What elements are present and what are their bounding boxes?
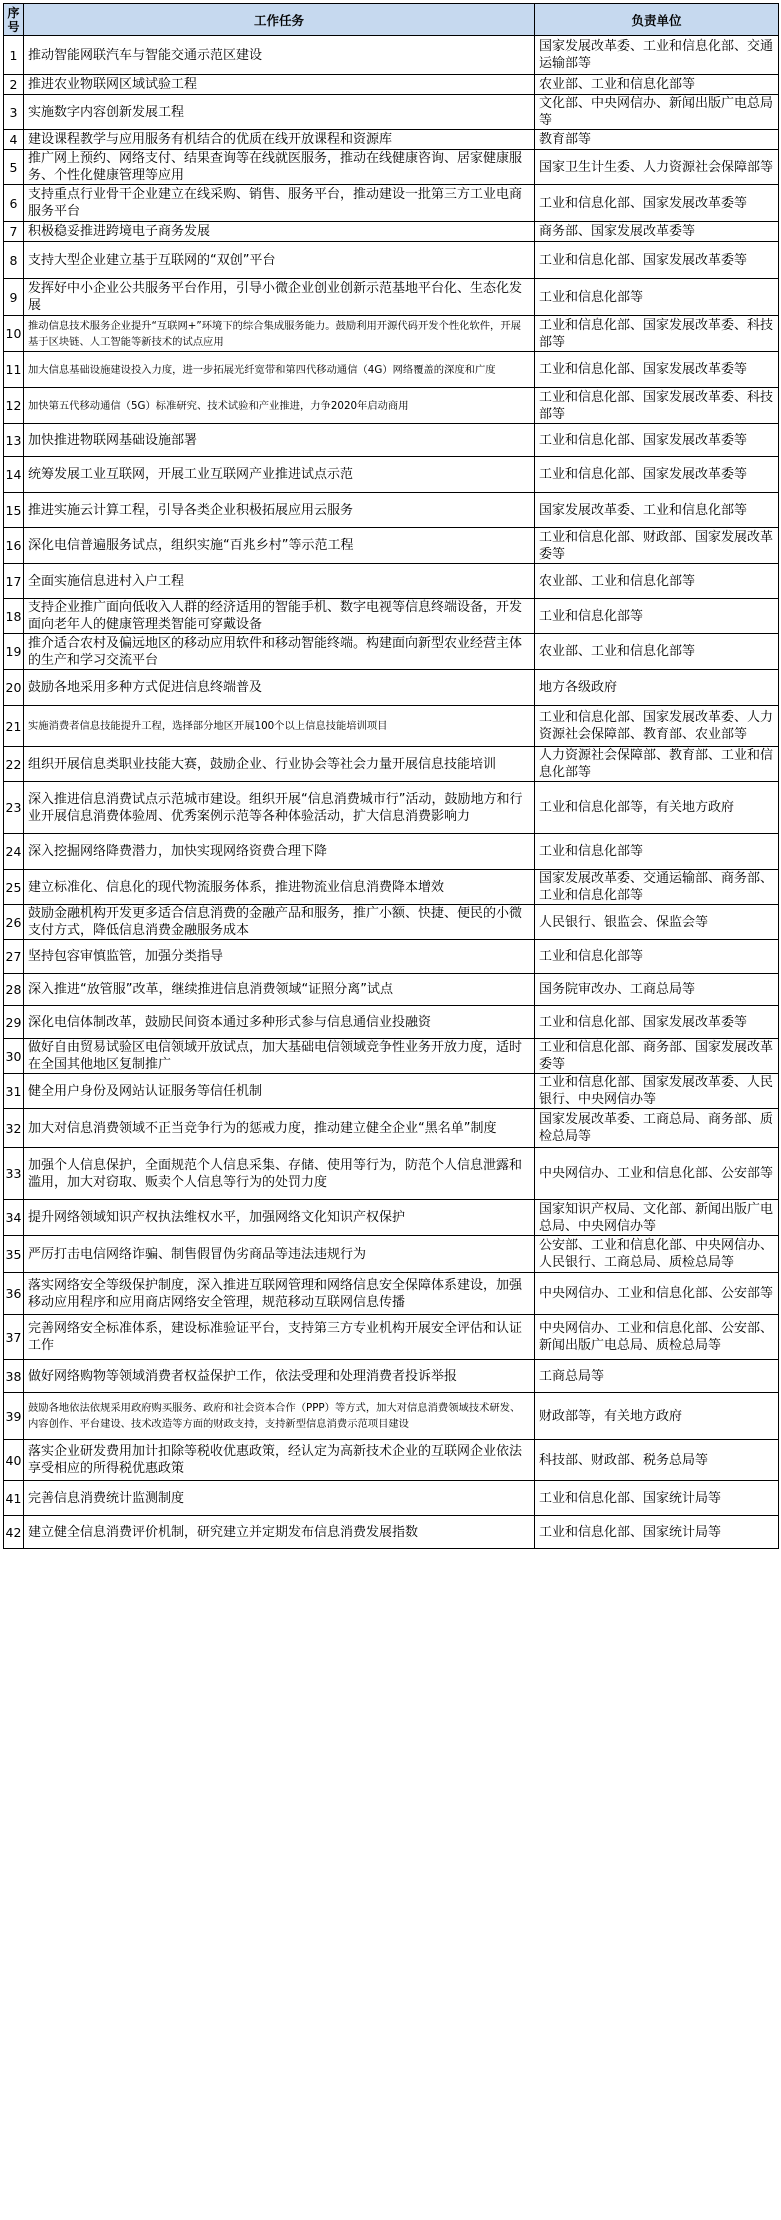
unit-cell: 地方各级政府 (535, 670, 779, 706)
row-number: 41 (4, 1481, 24, 1516)
task-cell: 推动信息技术服务企业提升“互联网+”环境下的综合集成服务能力。鼓励利用开源代码开发个性化软件，开展基于区块链、人工智能等新技术的试点应用 (24, 316, 535, 352)
task-cell: 深入推进“放管服”改革，继续推进信息消费领域“证照分离”试点 (24, 974, 535, 1006)
table-row (4, 974, 779, 1006)
table-row (4, 747, 779, 782)
row-number: 27 (4, 940, 24, 974)
table-row (4, 424, 779, 457)
table-row (4, 185, 779, 222)
task-cell: 做好网络购物等领域消费者权益保护工作，依法受理和处理消费者投诉举报 (24, 1360, 535, 1393)
row-number: 15 (4, 493, 24, 528)
unit-cell: 工业和信息化部、国家发展改革委等 (535, 242, 779, 279)
task-cell: 发挥好中小企业公共服务平台作用，引导小微企业创业创新示范基地平台化、生态化发展 (24, 279, 535, 316)
unit-cell: 工商总局等 (535, 1360, 779, 1393)
row-number: 32 (4, 1109, 24, 1148)
task-cell: 提升网络领域知识产权执法维权水平，加强网络文化知识产权保护 (24, 1200, 535, 1236)
row-number: 22 (4, 747, 24, 782)
unit-cell: 国家卫生计生委、人力资源社会保障部等 (535, 150, 779, 185)
column-header-unit: 负责单位 (535, 4, 779, 36)
unit-cell: 中央网信办、工业和信息化部、公安部、新闻出版广电总局、质检总局等 (535, 1315, 779, 1360)
row-number: 23 (4, 782, 24, 834)
task-cell: 鼓励金融机构开发更多适合信息消费的金融产品和服务，推广小额、快捷、便民的小微支付方式，降低信息消费金融服务成本 (24, 905, 535, 940)
row-number: 26 (4, 905, 24, 940)
unit-cell: 人力资源社会保障部、教育部、工业和信息化部等 (535, 747, 779, 782)
unit-cell: 文化部、中央网信办、新闻出版广电总局等 (535, 95, 779, 130)
task-cell: 坚持包容审慎监管，加强分类指导 (24, 940, 535, 974)
row-number: 25 (4, 870, 24, 905)
row-number: 3 (4, 95, 24, 130)
task-cell: 推进实施云计算工程，引导各类企业积极拓展应用云服务 (24, 493, 535, 528)
row-number: 18 (4, 599, 24, 634)
row-number: 13 (4, 424, 24, 457)
table-row (4, 834, 779, 870)
row-number: 30 (4, 1039, 24, 1074)
task-cell: 完善信息消费统计监测制度 (24, 1481, 535, 1516)
task-cell: 积极稳妥推进跨境电子商务发展 (24, 222, 535, 242)
row-number: 29 (4, 1006, 24, 1039)
table-row (4, 1315, 779, 1360)
unit-cell: 商务部、国家发展改革委等 (535, 222, 779, 242)
table-row (4, 352, 779, 388)
table-row (4, 1200, 779, 1236)
task-cell: 深入推进信息消费试点示范城市建设。组织开展“信息消费城市行”活动，鼓励地方和行业开展信息消费体验周、优秀案例示范等各种体验活动，扩大信息消费影响力 (24, 782, 535, 834)
column-header-task: 工作任务 (24, 4, 535, 36)
table-row (4, 1360, 779, 1393)
unit-cell: 工业和信息化部等 (535, 599, 779, 634)
unit-cell: 工业和信息化部、国家发展改革委、科技部等 (535, 388, 779, 424)
unit-cell: 工业和信息化部、国家发展改革委等 (535, 352, 779, 388)
task-cell: 推广网上预约、网络支付、结果查询等在线就医服务，推动在线健康咨询、居家健康服务、个性化健康管理等应用 (24, 150, 535, 185)
task-cell: 加强个人信息保护，全面规范个人信息采集、存储、使用等行为，防范个人信息泄露和滥用，加大对窃取、贩卖个人信息等行为的处罚力度 (24, 1148, 535, 1200)
task-cell: 加快第五代移动通信（5G）标准研究、技术试验和产业推进，力争2020年启动商用 (24, 388, 535, 424)
unit-cell: 国家发展改革委、交通运输部、商务部、工业和信息化部等 (535, 870, 779, 905)
table-row (4, 493, 779, 528)
row-number: 4 (4, 130, 24, 150)
unit-cell: 国家发展改革委、工商总局、商务部、质检总局等 (535, 1109, 779, 1148)
task-cell: 推动智能网联汽车与智能交通示范区建设 (24, 36, 535, 75)
task-cell: 加大对信息消费领域不正当竞争行为的惩戒力度，推动建立健全企业“黑名单”制度 (24, 1109, 535, 1148)
table-row (4, 1006, 779, 1039)
table-row (4, 782, 779, 834)
row-number: 21 (4, 706, 24, 747)
task-cell: 完善网络安全标准体系，建设标准验证平台，支持第三方专业机构开展安全评估和认证工作 (24, 1315, 535, 1360)
table-row (4, 1393, 779, 1440)
table-row (4, 870, 779, 905)
unit-cell: 工业和信息化部、国家统计局等 (535, 1516, 779, 1549)
table-row (4, 905, 779, 940)
row-number: 9 (4, 279, 24, 316)
unit-cell: 农业部、工业和信息化部等 (535, 75, 779, 95)
row-number: 40 (4, 1440, 24, 1481)
unit-cell: 国家发展改革委、工业和信息化部、交通运输部等 (535, 36, 779, 75)
unit-cell: 工业和信息化部、国家发展改革委、科技部等 (535, 316, 779, 352)
row-number: 11 (4, 352, 24, 388)
unit-cell: 工业和信息化部、国家发展改革委、人力资源社会保障部、教育部、农业部等 (535, 706, 779, 747)
task-cell: 组织开展信息类职业技能大赛，鼓励企业、行业协会等社会力量开展信息技能培训 (24, 747, 535, 782)
row-number: 24 (4, 834, 24, 870)
unit-cell: 中央网信办、工业和信息化部、公安部等 (535, 1273, 779, 1315)
table-row (4, 670, 779, 706)
task-cell: 支持企业推广面向低收入人群的经济适用的智能手机、数字电视等信息终端设备，开发面向老年人的健康管理类智能可穿戴设备 (24, 599, 535, 634)
table-row (4, 1236, 779, 1273)
row-number: 17 (4, 564, 24, 599)
table-row (4, 1440, 779, 1481)
task-cell: 落实企业研发费用加计扣除等税收优惠政策，经认定为高新技术企业的互联网企业依法享受相应的所得税优惠政策 (24, 1440, 535, 1481)
table-row (4, 1516, 779, 1549)
unit-cell: 工业和信息化部、国家统计局等 (535, 1481, 779, 1516)
table-row (4, 940, 779, 974)
task-table (3, 3, 779, 1549)
table-row (4, 528, 779, 564)
table-body (4, 36, 779, 1549)
unit-cell: 国家知识产权局、文化部、新闻出版广电总局、中央网信办等 (535, 1200, 779, 1236)
table-row (4, 564, 779, 599)
unit-cell: 中央网信办、工业和信息化部、公安部等 (535, 1148, 779, 1200)
task-cell: 深入挖掘网络降费潜力，加快实现网络资费合理下降 (24, 834, 535, 870)
task-cell: 加快推进物联网基础设施部署 (24, 424, 535, 457)
table-row (4, 316, 779, 352)
table-row (4, 1148, 779, 1200)
table-row (4, 1039, 779, 1074)
task-cell: 深化电信普遍服务试点，组织实施“百兆乡村”等示范工程 (24, 528, 535, 564)
table-row (4, 1273, 779, 1315)
unit-cell: 工业和信息化部、国家发展改革委等 (535, 457, 779, 493)
table-row (4, 634, 779, 670)
unit-cell: 科技部、财政部、税务总局等 (535, 1440, 779, 1481)
row-number: 8 (4, 242, 24, 279)
table-row (4, 457, 779, 493)
row-number: 39 (4, 1393, 24, 1440)
unit-cell: 工业和信息化部、国家发展改革委等 (535, 1006, 779, 1039)
table-row (4, 1481, 779, 1516)
task-cell: 鼓励各地依法依规采用政府购买服务、政府和社会资本合作（PPP）等方式，加大对信息消费领域技术研发、内容创作、平台建设、技术改造等方面的财政支持，支持新型信息消费示范项目建设 (24, 1393, 535, 1440)
row-number: 37 (4, 1315, 24, 1360)
table-row (4, 388, 779, 424)
task-cell: 深化电信体制改革，鼓励民间资本通过多种形式参与信息通信业投融资 (24, 1006, 535, 1039)
task-cell: 推介适合农村及偏远地区的移动应用软件和移动智能终端。构建面向新型农业经营主体的生产和学习交流平台 (24, 634, 535, 670)
row-number: 28 (4, 974, 24, 1006)
row-number: 31 (4, 1074, 24, 1109)
unit-cell: 农业部、工业和信息化部等 (535, 634, 779, 670)
table-row (4, 242, 779, 279)
task-cell: 实施数字内容创新发展工程 (24, 95, 535, 130)
row-number: 16 (4, 528, 24, 564)
table-row (4, 1109, 779, 1148)
unit-cell: 农业部、工业和信息化部等 (535, 564, 779, 599)
unit-cell: 国家发展改革委、工业和信息化部等 (535, 493, 779, 528)
table-row (4, 130, 779, 150)
row-number: 19 (4, 634, 24, 670)
table-row (4, 1074, 779, 1109)
unit-cell: 公安部、工业和信息化部、中央网信办、人民银行、工商总局、质检总局等 (535, 1236, 779, 1273)
column-header-no: 序号 (4, 4, 24, 36)
row-number: 20 (4, 670, 24, 706)
task-cell: 严厉打击电信网络诈骗、制售假冒伪劣商品等违法违规行为 (24, 1236, 535, 1273)
unit-cell: 工业和信息化部、国家发展改革委等 (535, 185, 779, 222)
row-number: 14 (4, 457, 24, 493)
table-row (4, 36, 779, 75)
unit-cell: 国务院审改办、工商总局等 (535, 974, 779, 1006)
table-row (4, 222, 779, 242)
unit-cell: 财政部等，有关地方政府 (535, 1393, 779, 1440)
unit-cell: 工业和信息化部、商务部、国家发展改革委等 (535, 1039, 779, 1074)
unit-cell: 工业和信息化部、国家发展改革委等 (535, 424, 779, 457)
row-number: 10 (4, 316, 24, 352)
unit-cell: 工业和信息化部等 (535, 834, 779, 870)
row-number: 35 (4, 1236, 24, 1273)
unit-cell: 教育部等 (535, 130, 779, 150)
task-cell: 做好自由贸易试验区电信领域开放试点，加大基础电信领域竞争性业务开放力度，适时在全国其他地区复制推广 (24, 1039, 535, 1074)
task-cell: 实施消费者信息技能提升工程，选择部分地区开展100个以上信息技能培训项目 (24, 706, 535, 747)
task-cell: 推进农业物联网区域试验工程 (24, 75, 535, 95)
table-row (4, 279, 779, 316)
row-number: 1 (4, 36, 24, 75)
row-number: 38 (4, 1360, 24, 1393)
task-cell: 支持重点行业骨干企业建立在线采购、销售、服务平台，推动建设一批第三方工业电商服务平台 (24, 185, 535, 222)
row-number: 2 (4, 75, 24, 95)
task-cell: 建立标准化、信息化的现代物流服务体系，推进物流业信息消费降本增效 (24, 870, 535, 905)
row-number: 34 (4, 1200, 24, 1236)
unit-cell: 人民银行、银监会、保监会等 (535, 905, 779, 940)
table-row (4, 599, 779, 634)
row-number: 6 (4, 185, 24, 222)
table-row (4, 150, 779, 185)
row-number: 7 (4, 222, 24, 242)
unit-cell: 工业和信息化部等，有关地方政府 (535, 782, 779, 834)
task-cell: 落实网络安全等级保护制度，深入推进互联网管理和网络信息安全保障体系建设，加强移动应用程序和应用商店网络安全管理，规范移动互联网信息传播 (24, 1273, 535, 1315)
row-number: 12 (4, 388, 24, 424)
unit-cell: 工业和信息化部等 (535, 940, 779, 974)
row-number: 33 (4, 1148, 24, 1200)
table-header-row (4, 4, 779, 36)
task-cell: 建立健全信息消费评价机制，研究建立并定期发布信息消费发展指数 (24, 1516, 535, 1549)
table-row (4, 75, 779, 95)
table-row (4, 95, 779, 130)
unit-cell: 工业和信息化部、国家发展改革委、人民银行、中央网信办等 (535, 1074, 779, 1109)
table-row (4, 706, 779, 747)
task-cell: 鼓励各地采用多种方式促进信息终端普及 (24, 670, 535, 706)
row-number: 42 (4, 1516, 24, 1549)
task-cell: 统筹发展工业互联网，开展工业互联网产业推进试点示范 (24, 457, 535, 493)
task-cell: 支持大型企业建立基于互联网的“双创”平台 (24, 242, 535, 279)
task-cell: 加大信息基础设施建设投入力度，进一步拓展光纤宽带和第四代移动通信（4G）网络覆盖的深度和广度 (24, 352, 535, 388)
unit-cell: 工业和信息化部、财政部、国家发展改革委等 (535, 528, 779, 564)
task-cell: 健全用户身份及网站认证服务等信任机制 (24, 1074, 535, 1109)
task-cell: 全面实施信息进村入户工程 (24, 564, 535, 599)
task-cell: 建设课程教学与应用服务有机结合的优质在线开放课程和资源库 (24, 130, 535, 150)
row-number: 36 (4, 1273, 24, 1315)
row-number: 5 (4, 150, 24, 185)
unit-cell: 工业和信息化部等 (535, 279, 779, 316)
